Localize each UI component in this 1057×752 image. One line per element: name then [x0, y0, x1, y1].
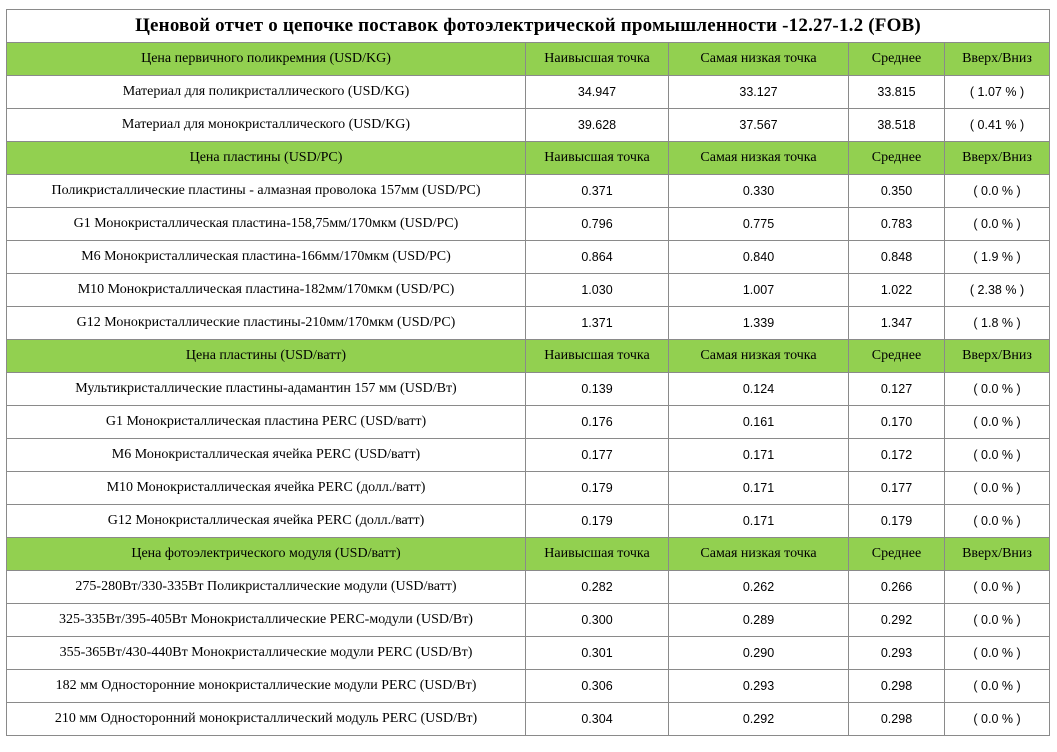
- table-row: [7, 109, 1050, 142]
- value-low: 0.171: [669, 505, 849, 538]
- value-change: ( 1.9 % ): [945, 241, 1050, 274]
- column-header-high: Наивысшая точка: [526, 142, 669, 175]
- product-name: 275-280Вт/330-335Вт Поликристаллические модули (USD/ватт): [7, 571, 526, 604]
- product-name: M6 Монокристаллическая пластина-166мм/170мкм (USD/PC): [7, 241, 526, 274]
- value-high: 0.282: [526, 571, 669, 604]
- value-change: ( 0.0 % ): [945, 175, 1050, 208]
- value-high: 0.179: [526, 505, 669, 538]
- value-change: ( 0.0 % ): [945, 604, 1050, 637]
- section-title: Цена пластины (USD/ватт): [7, 340, 526, 373]
- value-low: 0.262: [669, 571, 849, 604]
- product-name: 210 мм Односторонний монокристаллический модуль PERC (USD/Вт): [7, 703, 526, 736]
- value-change: ( 0.0 % ): [945, 670, 1050, 703]
- value-avg: 1.022: [849, 274, 945, 307]
- title-row: [7, 10, 1050, 43]
- product-name: G1 Монокристаллическая пластина PERC (USD/ватт): [7, 406, 526, 439]
- value-change: ( 0.0 % ): [945, 505, 1050, 538]
- table-row: [7, 472, 1050, 505]
- value-avg: 1.347: [849, 307, 945, 340]
- value-low: 0.330: [669, 175, 849, 208]
- value-high: 0.177: [526, 439, 669, 472]
- value-low: 0.290: [669, 637, 849, 670]
- column-header-avg: Среднее: [849, 43, 945, 76]
- section-title: Цена пластины (USD/PC): [7, 142, 526, 175]
- value-low: 0.161: [669, 406, 849, 439]
- value-high: 0.300: [526, 604, 669, 637]
- value-low: 0.292: [669, 703, 849, 736]
- product-name: Материал для поликристаллического (USD/KG): [7, 76, 526, 109]
- value-low: 0.289: [669, 604, 849, 637]
- value-low: 1.007: [669, 274, 849, 307]
- value-avg: 0.848: [849, 241, 945, 274]
- product-name: 355-365Вт/430-440Вт Монокристаллические модули PERC (USD/Вт): [7, 637, 526, 670]
- table-row: [7, 670, 1050, 703]
- value-low: 33.127: [669, 76, 849, 109]
- value-avg: 0.298: [849, 670, 945, 703]
- value-avg: 0.266: [849, 571, 945, 604]
- value-avg: 0.293: [849, 637, 945, 670]
- product-name: 182 мм Односторонние монокристаллические модули PERC (USD/Вт): [7, 670, 526, 703]
- column-header-high: Наивысшая точка: [526, 43, 669, 76]
- table-row: [7, 241, 1050, 274]
- value-change: ( 0.0 % ): [945, 208, 1050, 241]
- value-high: 1.371: [526, 307, 669, 340]
- table-row: [7, 307, 1050, 340]
- value-avg: 33.815: [849, 76, 945, 109]
- column-header-high: Наивысшая точка: [526, 538, 669, 571]
- value-change: ( 0.0 % ): [945, 703, 1050, 736]
- value-change: ( 1.07 % ): [945, 76, 1050, 109]
- product-name: G12 Монокристаллические пластины-210мм/170мкм (USD/PC): [7, 307, 526, 340]
- table-row: [7, 439, 1050, 472]
- section-title: Цена фотоэлектрического модуля (USD/ватт): [7, 538, 526, 571]
- value-high: 39.628: [526, 109, 669, 142]
- column-header-low: Самая низкая точка: [669, 340, 849, 373]
- table-row: [7, 637, 1050, 670]
- value-high: 0.179: [526, 472, 669, 505]
- value-high: 0.176: [526, 406, 669, 439]
- value-high: 34.947: [526, 76, 669, 109]
- column-header-change: Вверх/Вниз: [945, 43, 1050, 76]
- product-name: Материал для монокристаллического (USD/KG): [7, 109, 526, 142]
- value-avg: 0.177: [849, 472, 945, 505]
- product-name: Мультикристаллические пластины-адамантин 157 мм (USD/Вт): [7, 373, 526, 406]
- value-change: ( 0.41 % ): [945, 109, 1050, 142]
- table-row: [7, 76, 1050, 109]
- value-avg: 0.298: [849, 703, 945, 736]
- product-name: M6 Монокристаллическая ячейка PERC (USD/ватт): [7, 439, 526, 472]
- table-row: [7, 274, 1050, 307]
- price-report-table: [6, 9, 1050, 736]
- section-header-row: [7, 43, 1050, 76]
- value-high: 0.371: [526, 175, 669, 208]
- value-high: 0.796: [526, 208, 669, 241]
- value-avg: 0.350: [849, 175, 945, 208]
- price-report-body: [7, 10, 1050, 736]
- product-name: G1 Монокристаллическая пластина-158,75мм/170мкм (USD/PC): [7, 208, 526, 241]
- column-header-change: Вверх/Вниз: [945, 142, 1050, 175]
- value-change: ( 0.0 % ): [945, 406, 1050, 439]
- value-change: ( 0.0 % ): [945, 472, 1050, 505]
- product-name: 325-335Вт/395-405Вт Монокристаллические PERC-модули (USD/Вт): [7, 604, 526, 637]
- value-avg: 38.518: [849, 109, 945, 142]
- value-low: 37.567: [669, 109, 849, 142]
- section-header-row: [7, 142, 1050, 175]
- column-header-avg: Среднее: [849, 538, 945, 571]
- column-header-low: Самая низкая точка: [669, 538, 849, 571]
- column-header-avg: Среднее: [849, 340, 945, 373]
- value-avg: 0.172: [849, 439, 945, 472]
- column-header-change: Вверх/Вниз: [945, 340, 1050, 373]
- table-row: [7, 604, 1050, 637]
- value-change: ( 0.0 % ): [945, 373, 1050, 406]
- product-name: Поликристаллические пластины - алмазная проволока 157мм (USD/PC): [7, 175, 526, 208]
- value-avg: 0.127: [849, 373, 945, 406]
- value-high: 0.139: [526, 373, 669, 406]
- section-header-row: [7, 538, 1050, 571]
- column-header-low: Самая низкая точка: [669, 142, 849, 175]
- table-row: [7, 703, 1050, 736]
- value-change: ( 0.0 % ): [945, 439, 1050, 472]
- product-name: M10 Монокристаллическая ячейка PERC (долл./ватт): [7, 472, 526, 505]
- table-row: [7, 175, 1050, 208]
- table-row: [7, 406, 1050, 439]
- value-change: ( 0.0 % ): [945, 571, 1050, 604]
- value-low: 0.293: [669, 670, 849, 703]
- value-avg: 0.170: [849, 406, 945, 439]
- value-low: 0.171: [669, 472, 849, 505]
- value-low: 1.339: [669, 307, 849, 340]
- table-row: [7, 571, 1050, 604]
- value-low: 0.775: [669, 208, 849, 241]
- column-header-low: Самая низкая точка: [669, 43, 849, 76]
- table-row: [7, 373, 1050, 406]
- value-high: 1.030: [526, 274, 669, 307]
- value-avg: 0.179: [849, 505, 945, 538]
- value-avg: 0.783: [849, 208, 945, 241]
- value-high: 0.304: [526, 703, 669, 736]
- value-low: 0.171: [669, 439, 849, 472]
- value-high: 0.864: [526, 241, 669, 274]
- report-title: Ценовой отчет о цепочке поставок фотоэлектрической промышленности -12.27-1.2 (FOB): [7, 10, 1050, 43]
- value-low: 0.124: [669, 373, 849, 406]
- column-header-high: Наивысшая точка: [526, 340, 669, 373]
- section-header-row: [7, 340, 1050, 373]
- value-change: ( 1.8 % ): [945, 307, 1050, 340]
- value-high: 0.306: [526, 670, 669, 703]
- section-title: Цена первичного поликремния (USD/KG): [7, 43, 526, 76]
- value-avg: 0.292: [849, 604, 945, 637]
- product-name: G12 Монокристаллическая ячейка PERC (долл./ватт): [7, 505, 526, 538]
- column-header-avg: Среднее: [849, 142, 945, 175]
- table-row: [7, 505, 1050, 538]
- value-change: ( 0.0 % ): [945, 637, 1050, 670]
- value-high: 0.301: [526, 637, 669, 670]
- value-low: 0.840: [669, 241, 849, 274]
- product-name: M10 Монокристаллическая пластина-182мм/170мкм (USD/PC): [7, 274, 526, 307]
- column-header-change: Вверх/Вниз: [945, 538, 1050, 571]
- table-row: [7, 208, 1050, 241]
- value-change: ( 2.38 % ): [945, 274, 1050, 307]
